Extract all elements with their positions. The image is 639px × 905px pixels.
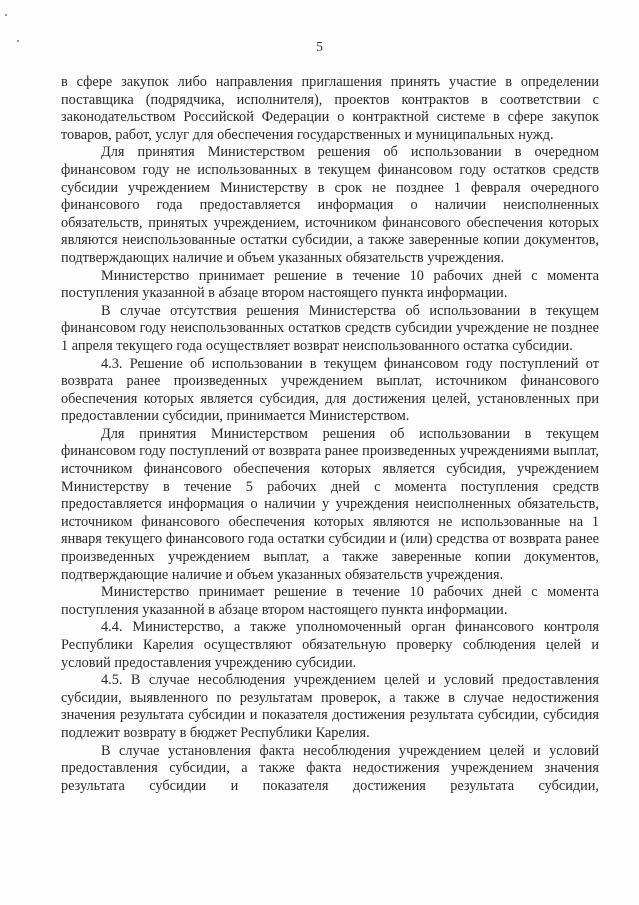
paragraph: в сфере закупок либо направления приглашения принять участие в определении поставщика (подрядчика, исполнителя), проектов контрактов в соответствии с законодательством Российской Федерации о контрактной системе в сфере закупок товаров, работ, услуг для обеспечения государственных и муниципальных нужд. [61, 74, 599, 143]
paragraph-section-4-4: 4.4. Министерство, а также уполномоченный орган финансового контроля Республики Карелия осуществляют обязательную проверку соблюдения целей и условий предоставления учреждению субсидии. [61, 619, 599, 671]
paragraph: В случае установления факта несоблюдения учреждением целей и условий предоставления субсидии, а также факта недостижения учреждением значения результата субсидии и показателя достижения результата субсидии, [61, 742, 599, 794]
scan-speck [5, 14, 7, 16]
paragraph-section-4-5: 4.5. В случае несоблюдения учреждением целей и условий предоставления субсидии, выявленного по результатам проверок, а также в случае недостижения значения результата субсидии и показателя достижения результата субсидии, субсидия подлежит возврату в бюджет Республики Карелия. [61, 672, 599, 741]
paragraph: В случае отсутствия решения Министерства об использовании в текущем финансовом году неиспользованных остатков средств субсидии учреждение не позднее 1 апреля текущего года осуществляет возврат неиспользованного остатка субсидии. [61, 302, 599, 354]
paragraph: Для принятия Министерством решения об использовании в очередном финансовом году не использованных в текущем финансовом году остатков средств субсидии учреждением Министерству в срок не позднее 1 февраля очередного финансового года предоставляется информация о наличии неисполненных обязательств, принятых учреждением, источником финансового обеспечения которых являются неиспользованные остатки субсидии, а также заверенные копии документов, подтверждающих наличие и объем указанных обязательств учреждения. [61, 144, 599, 266]
document-body [61, 74, 599, 795]
paragraph: Министерство принимает решение в течение 10 рабочих дней с момента поступления указанной в абзаце втором настоящего пункта информации. [61, 267, 599, 302]
page-number: 5 [316, 40, 323, 55]
paragraph-section-4-3: 4.3. Решение об использовании в текущем финансовом году поступлений от возврата ранее произведенных учреждением выплат, источником финансового обеспечения которых является субсидия, для достижения целей, установленных при предоставлении субсидии, принимается Министерством. [61, 355, 599, 425]
paragraph: Министерство принимает решение в течение 10 рабочих дней с момента поступления указанной в абзаце втором настоящего пункта информации. [61, 584, 599, 618]
paragraph: Для принятия Министерством решения об использовании в текущем финансовом году поступлений от возврата ранее произведенных учреждениями выплат, источником финансового обеспечения которых является субсидия, учреждением Министерству в течение 5 рабочих дней с момента поступления средств предоставляется информация о наличии у учреждения неисполненных обязательств, источником финансового обеспечения которых являются не использованные на 1 января текущего финансового года остатки субсидии и (или) средства от возврата ранее произведенных учреждением выплат, а также заверенные копии документов, подтверждающие наличие и объем указанных обязательств учреждения. [61, 425, 599, 583]
